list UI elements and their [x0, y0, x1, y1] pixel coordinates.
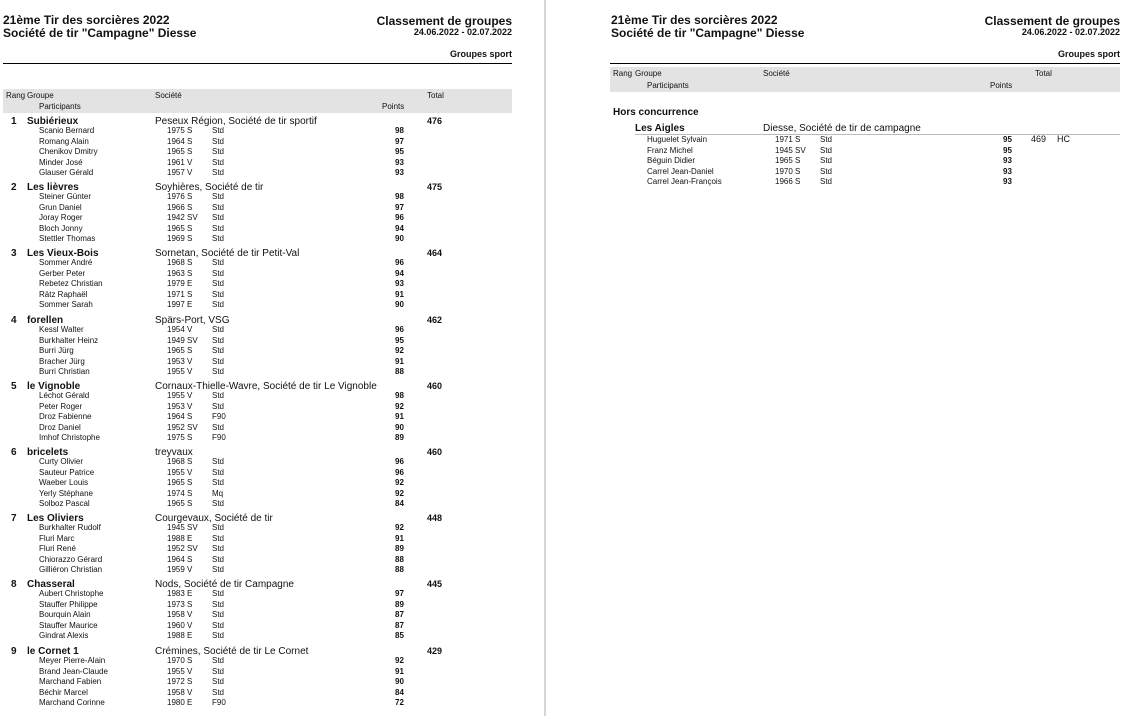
group-total: 448 — [427, 513, 443, 523]
header-rule — [3, 63, 512, 64]
group-rank: 2 — [11, 182, 17, 193]
date-range-p2: 24.06.2022 - 02.07.2022 — [1021, 27, 1120, 37]
participant-year: 1963 S — [167, 268, 193, 278]
group-society: Cornaux-Thielle-Wavre, Société de tir Le Vignoble — [155, 381, 377, 392]
participant-year: 1965 S — [167, 478, 193, 488]
participant-name: Kessl Walter — [39, 325, 84, 334]
participant-name: Droz Daniel — [39, 422, 81, 432]
participant-year: 1965 S — [167, 147, 193, 157]
group-rank: 6 — [11, 447, 17, 458]
participant-weapon: Std — [212, 126, 225, 135]
participant-name: Gilliéron Christian — [39, 565, 103, 575]
participant-weapon: Std — [212, 346, 225, 356]
group-rank: 7 — [11, 513, 17, 524]
participant-name: Grun Daniel — [39, 202, 82, 212]
participant-name: Chiorazzo Gérard — [39, 554, 103, 564]
participant-points: 93 — [395, 168, 404, 178]
participant-weapon: Std — [212, 335, 225, 345]
participant-points: 87 — [395, 620, 404, 630]
participant-name: Stauffer Maurice — [39, 620, 98, 630]
participant-year: 1983 E — [167, 589, 193, 598]
participant-year: 1953 V — [167, 356, 193, 366]
participant-name: Peter Roger — [39, 401, 83, 411]
group-block — [3, 116, 523, 182]
participant-points: 87 — [395, 610, 404, 620]
group-society: Spärs-Port, VSG — [155, 315, 230, 326]
participant-points: 90 — [395, 300, 404, 310]
group-name: forellen — [27, 315, 64, 326]
report-subtitle-p2: Société de tir "Campagne" Diesse — [611, 26, 805, 40]
participant-name: Scanio Bernard — [39, 126, 95, 135]
participant-points: 90 — [395, 677, 404, 687]
category-label: Groupes sport — [449, 49, 512, 59]
participant-weapon: Std — [212, 620, 225, 630]
group-society: Soyhières, Société de tir — [155, 182, 264, 193]
group-block — [3, 182, 523, 248]
participant-weapon: Std — [820, 177, 833, 187]
participant-name: Glauser Gérald — [39, 168, 94, 178]
participant-year: 1952 SV — [167, 422, 198, 432]
group-rank: 3 — [11, 248, 17, 259]
participant-weapon: F90 — [212, 698, 226, 708]
participant-year: 1964 S — [167, 412, 193, 422]
date-range: 24.06.2022 - 02.07.2022 — [413, 27, 512, 37]
group-rank: 1 — [11, 116, 17, 127]
participant-points: 93 — [1003, 177, 1012, 187]
participant-year: 1972 S — [167, 677, 193, 687]
group-society: Nods, Société de tir Campagne — [155, 579, 294, 590]
group-name: le Vignoble — [27, 381, 81, 392]
group-society: Courgevaux, Société de tir — [155, 513, 273, 524]
participant-points: 96 — [395, 213, 404, 223]
participant-name: Burri Christian — [39, 367, 90, 377]
group-block — [3, 315, 523, 381]
participant-points: 93 — [395, 157, 404, 167]
participant-year: 1949 SV — [167, 335, 198, 345]
participant-year: 1960 V — [167, 620, 193, 630]
participant-year: 1961 V — [167, 157, 193, 167]
participant-weapon: Std — [212, 234, 225, 244]
participant-weapon: Std — [212, 367, 225, 377]
group-rank: 9 — [11, 646, 17, 657]
report-title: 21ème Tir des sorcières 2022 — [3, 13, 170, 27]
participant-year: 1952 SV — [167, 544, 198, 554]
participant-weapon: Std — [212, 666, 225, 676]
participant-weapon: Std — [212, 533, 225, 543]
participant-year: 1964 S — [167, 136, 193, 146]
participant-weapon: Std — [212, 192, 225, 201]
participant-weapon: Std — [212, 631, 225, 641]
group-total: 460 — [427, 447, 443, 457]
header-rule-p2 — [610, 63, 1120, 64]
hc-group-rule — [635, 134, 1120, 135]
participant-name: Aubert Christophe — [39, 589, 104, 598]
col-rank-p2: Rang — [613, 69, 633, 78]
participant-year: 1966 S — [167, 202, 193, 212]
participant-weapon: Std — [820, 145, 833, 155]
participant-name: Steiner Günter — [39, 192, 92, 201]
participant-year: 1955 V — [167, 391, 193, 400]
participant-points: 95 — [1003, 135, 1012, 144]
participant-name: Waeber Louis — [39, 478, 89, 488]
participant-year: 1957 V — [167, 168, 193, 178]
participant-weapon: Std — [820, 135, 833, 144]
group-total: 462 — [427, 315, 443, 325]
participant-weapon: Std — [212, 554, 225, 564]
participant-points: 90 — [395, 422, 404, 432]
group-block — [3, 646, 523, 712]
participant-year: 1968 S — [167, 258, 193, 267]
participant-points: 92 — [395, 656, 404, 665]
hc-group-total: 469 — [1031, 134, 1047, 144]
participant-name: Sommer Sarah — [39, 300, 93, 310]
participant-name: Meyer Pierre-Alain — [39, 656, 106, 665]
group-block — [3, 579, 523, 645]
col-group-p2: Groupe — [635, 69, 662, 78]
participant-points: 96 — [395, 258, 404, 267]
participant-points: 93 — [395, 279, 404, 289]
participant-weapon: Std — [212, 258, 225, 267]
participant-points: 98 — [395, 192, 404, 201]
column-header — [3, 89, 512, 113]
participant-points: 89 — [395, 599, 404, 609]
participant-name: Sauteur Patrice — [39, 467, 95, 477]
participant-points: 92 — [395, 478, 404, 488]
participant-points: 90 — [395, 234, 404, 244]
participant-weapon: Std — [212, 523, 225, 532]
participant-points: 97 — [395, 136, 404, 146]
participant-year: 1975 S — [167, 126, 193, 135]
participant-year: 1968 S — [167, 457, 193, 466]
participant-year: 1969 S — [167, 234, 193, 244]
participant-year: 1955 V — [167, 666, 193, 676]
group-name: bricelets — [27, 447, 69, 458]
participant-name: Chenikov Dmitry — [39, 147, 98, 157]
participant-points: 92 — [395, 401, 404, 411]
col-society-p2: Société — [763, 69, 790, 78]
group-total: 460 — [427, 381, 443, 391]
participant-name: Imhof Christophe — [39, 433, 100, 443]
participant-name: Minder José — [39, 157, 83, 167]
group-rank: 4 — [11, 315, 17, 326]
participant-year: 1958 V — [167, 687, 193, 697]
group-block — [3, 248, 523, 314]
participant-points: 91 — [395, 356, 404, 366]
participant-points: 89 — [395, 433, 404, 443]
participant-name: Marchand Corinne — [39, 698, 105, 708]
participant-weapon: Std — [212, 136, 225, 146]
participant-year: 1970 S — [775, 166, 801, 176]
participant-weapon: Std — [212, 677, 225, 687]
col-points: Points — [382, 102, 405, 111]
participant-year: 1980 E — [167, 698, 193, 708]
participant-name: Léchot Gérald — [39, 391, 90, 400]
participant-points: 89 — [395, 544, 404, 554]
category-label-p2: Groupes sport — [1057, 49, 1120, 59]
participant-points: 93 — [1003, 156, 1012, 166]
participant-weapon: Std — [212, 589, 225, 598]
participant-weapon: Std — [212, 202, 225, 212]
participant-name: Bourquin Alain — [39, 610, 91, 620]
participant-name: Béchir Marcel — [39, 687, 88, 697]
report-subtitle: Société de tir "Campagne" Diesse — [3, 26, 197, 40]
page-2 — [546, 0, 1135, 716]
participant-points: 92 — [395, 346, 404, 356]
hc-group-society: Diesse, Société de tir de campagne — [763, 123, 921, 134]
participant-weapon: F90 — [212, 412, 226, 422]
participant-weapon: Std — [212, 499, 225, 509]
group-total: 476 — [427, 116, 443, 126]
participant-year: 1966 S — [775, 177, 801, 187]
participant-points: 92 — [395, 523, 404, 532]
participant-name: Brand Jean-Claude — [39, 666, 108, 676]
group-name: Les lièvres — [27, 182, 79, 193]
participant-weapon: Std — [212, 300, 225, 310]
participant-year: 1942 SV — [167, 213, 198, 223]
group-name: Les Vieux-Bois — [27, 248, 99, 259]
participant-name: Marchand Fabien — [39, 677, 102, 687]
group-block — [3, 513, 523, 579]
participant-weapon: Std — [212, 325, 225, 334]
participant-name: Stauffer Philippe — [39, 599, 98, 609]
participant-year: 1965 S — [167, 499, 193, 509]
group-society: Crémines, Société de tir Le Cornet — [155, 646, 309, 657]
participant-weapon: Std — [212, 599, 225, 609]
participant-points: 96 — [395, 457, 404, 466]
participant-weapon: Std — [212, 457, 225, 466]
participant-weapon: Std — [212, 687, 225, 697]
participant-weapon: Std — [212, 157, 225, 167]
participant-year: 1964 S — [167, 554, 193, 564]
participant-points: 97 — [395, 589, 404, 598]
participant-weapon: Std — [212, 391, 225, 400]
participant-weapon: F90 — [212, 433, 226, 443]
participant-year: 1970 S — [167, 656, 193, 665]
col-society: Société — [155, 91, 182, 100]
participant-year: 1988 E — [167, 533, 193, 543]
group-society: Sornetan, Société de tir Petit-Val — [155, 248, 300, 259]
participant-year: 1953 V — [167, 401, 193, 411]
participant-name: Joray Roger — [39, 213, 83, 223]
participant-weapon: Std — [212, 279, 225, 289]
participant-weapon: Std — [212, 356, 225, 366]
participant-weapon: Std — [212, 478, 225, 488]
participant-weapon: Std — [212, 656, 225, 665]
participant-name: Burkhalter Heinz — [39, 335, 99, 345]
participant-points: 94 — [395, 223, 404, 233]
col-participants: Participants — [39, 102, 81, 111]
participant-name: Gerber Peter — [39, 268, 86, 278]
participant-points: 91 — [395, 533, 404, 543]
participant-year: 1945 SV — [775, 145, 806, 155]
group-name: Chasseral — [27, 579, 75, 590]
report-title-p2: 21ème Tir des sorcières 2022 — [611, 13, 778, 27]
participant-points: 96 — [395, 467, 404, 477]
hc-group-tag: HC — [1057, 134, 1070, 144]
participant-name: Gindrat Alexis — [39, 631, 89, 641]
participant-name: Bloch Jonny — [39, 223, 83, 233]
participant-name: Franz Michel — [647, 145, 693, 155]
participant-year: 1965 S — [775, 156, 801, 166]
participant-year: 1971 S — [167, 289, 193, 299]
participant-points: 85 — [395, 631, 404, 641]
participant-name: Fluri René — [39, 544, 76, 554]
group-society: treyvaux — [155, 447, 193, 458]
group-block — [3, 381, 523, 447]
participant-points: 88 — [395, 554, 404, 564]
participant-points: 97 — [395, 202, 404, 212]
participant-points: 98 — [395, 126, 404, 135]
participant-name: Bracher Jürg — [39, 356, 85, 366]
participant-weapon: Std — [212, 289, 225, 299]
participant-weapon: Std — [212, 544, 225, 554]
participant-weapon: Std — [212, 401, 225, 411]
participant-name: Rebetez Christian — [39, 279, 103, 289]
col-total: Total — [427, 91, 444, 100]
participant-weapon: Std — [212, 610, 225, 620]
participant-weapon: Std — [820, 166, 833, 176]
ranking-title-p2: Classement de groupes — [984, 14, 1120, 28]
participant-year: 1976 S — [167, 192, 193, 201]
participant-year: 1979 E — [167, 279, 193, 289]
participant-weapon: Std — [212, 565, 225, 575]
participant-weapon: Std — [212, 147, 225, 157]
participant-points: 72 — [395, 698, 404, 708]
participant-year: 1997 E — [167, 300, 193, 310]
participant-points: 84 — [395, 687, 404, 697]
group-name: Subiérieux — [27, 116, 79, 127]
participant-year: 1988 E — [167, 631, 193, 641]
participant-weapon: Mq — [212, 488, 224, 498]
participant-name: Sommer André — [39, 258, 93, 267]
participant-year: 1971 S — [775, 135, 801, 144]
participant-year: 1955 V — [167, 467, 193, 477]
hc-group-name: Les Aigles — [635, 123, 685, 134]
page-1 — [0, 0, 544, 716]
participant-points: 84 — [395, 499, 404, 509]
participant-name: Stettler Thomas — [39, 234, 96, 244]
group-total: 464 — [427, 248, 443, 258]
col-points-p2: Points — [990, 81, 1013, 90]
participant-weapon: Std — [212, 223, 225, 233]
participant-points: 91 — [395, 666, 404, 676]
participant-name: Carrel Jean-François — [647, 177, 722, 187]
participant-weapon: Std — [212, 213, 225, 223]
participant-name: Curty Olivier — [39, 457, 84, 466]
participant-weapon: Std — [212, 168, 225, 178]
participant-name: Solboz Pascal — [39, 499, 90, 509]
participant-year: 1965 S — [167, 223, 193, 233]
group-name: le Cornet 1 — [27, 646, 79, 657]
participant-year: 1975 S — [167, 433, 193, 443]
participant-year: 1974 S — [167, 488, 193, 498]
participant-points: 95 — [395, 147, 404, 157]
participant-year: 1958 V — [167, 610, 193, 620]
participant-name: Carrel Jean-Daniel — [647, 166, 714, 176]
participant-year: 1945 SV — [167, 523, 198, 532]
hors-concurrence-heading: Hors concurrence — [613, 107, 699, 118]
participant-points: 92 — [395, 488, 404, 498]
col-total-p2: Total — [1035, 69, 1052, 78]
participant-points: 94 — [395, 268, 404, 278]
col-participants-p2: Participants — [647, 81, 689, 90]
group-rank: 8 — [11, 579, 17, 590]
participant-weapon: Std — [212, 422, 225, 432]
participant-name: Huguelet Sylvain — [647, 135, 708, 144]
participant-weapon: Std — [212, 467, 225, 477]
group-block — [3, 447, 523, 513]
column-header-p2 — [610, 67, 1120, 92]
participant-points: 88 — [395, 367, 404, 377]
participant-weapon: Std — [820, 156, 833, 166]
participant-year: 1954 V — [167, 325, 193, 334]
participant-year: 1965 S — [167, 346, 193, 356]
group-total: 475 — [427, 182, 443, 192]
participant-points: 93 — [1003, 166, 1012, 176]
participant-year: 1973 S — [167, 599, 193, 609]
participant-name: Rätz Raphaël — [39, 289, 88, 299]
participant-points: 95 — [1003, 145, 1012, 155]
participant-points: 88 — [395, 565, 404, 575]
col-rank: Rang — [6, 91, 26, 100]
participant-points: 95 — [395, 335, 404, 345]
participant-name: Fluri Marc — [39, 533, 75, 543]
participant-name: Burri Jürg — [39, 346, 74, 356]
participant-points: 91 — [395, 289, 404, 299]
participant-weapon: Std — [212, 268, 225, 278]
participant-name: Yerly Stéphane — [39, 488, 93, 498]
participant-year: 1959 V — [167, 565, 193, 575]
col-group: Groupe — [27, 91, 54, 100]
participant-points: 91 — [395, 412, 404, 422]
ranking-title: Classement de groupes — [376, 14, 512, 28]
group-name: Les Oliviers — [27, 513, 84, 524]
group-total: 429 — [427, 646, 443, 656]
participant-name: Burkhalter Rudolf — [39, 523, 101, 532]
group-society: Peseux Région, Société de tir sportif — [155, 116, 317, 127]
participant-points: 98 — [395, 391, 404, 400]
participant-points: 96 — [395, 325, 404, 334]
participant-year: 1955 V — [167, 367, 193, 377]
participant-name: Droz Fabienne — [39, 412, 92, 422]
participant-name: Romang Alain — [39, 136, 89, 146]
participant-name: Béguin Didier — [647, 156, 696, 166]
group-rank: 5 — [11, 381, 17, 392]
group-total: 445 — [427, 579, 443, 589]
